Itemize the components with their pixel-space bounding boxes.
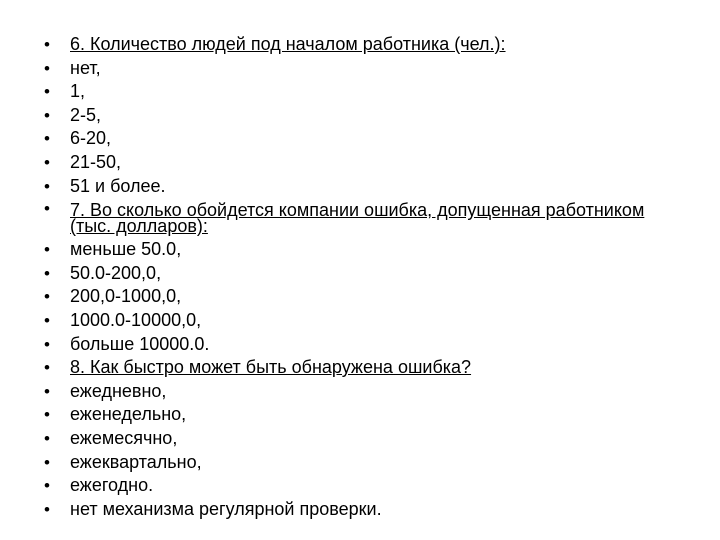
item-text: 51 и более.: [70, 175, 166, 196]
bullet-icon: •: [44, 358, 50, 378]
bullet-icon: •: [44, 263, 50, 283]
item-text: 1000.0-10000,0,: [70, 309, 202, 330]
answer-option: [44, 285, 664, 309]
answer-option: [44, 333, 664, 357]
question-8: [44, 356, 664, 380]
question-6: [44, 33, 664, 57]
answer-option: [44, 474, 664, 498]
bullet-icon: •: [44, 35, 50, 54]
item-text: 50.0-200,0,: [70, 262, 162, 283]
bullet-icon: •: [44, 499, 50, 519]
answer-option: [44, 498, 664, 522]
item-text: еженедельно,: [70, 404, 187, 425]
item-text: больше 10000.0.: [70, 333, 210, 354]
bullet-list: [44, 33, 664, 521]
answer-option: [44, 127, 664, 151]
bullet-icon: •: [44, 381, 50, 401]
item-text: 2-5,: [70, 104, 102, 125]
bullet-icon: •: [44, 405, 50, 425]
item-text: 21-50,: [70, 151, 122, 172]
answer-option: [44, 380, 664, 404]
item-text: 8. Как быстро может быть обнаружена ошибка?: [70, 357, 472, 378]
bullet-icon: •: [44, 82, 50, 102]
item-text: 200,0-1000,0,: [70, 286, 182, 307]
question-7: [44, 198, 664, 238]
answer-option: [44, 175, 664, 199]
bullet-icon: •: [44, 476, 50, 496]
item-text: нет механизма регулярной проверки.: [70, 498, 382, 519]
item-text: 6. Количество людей под началом работника (чел.):: [70, 34, 506, 54]
item-text: ежегодно.: [70, 475, 154, 496]
answer-option: [44, 80, 664, 104]
answer-option: [44, 262, 664, 286]
bullet-icon: •: [44, 452, 50, 472]
answer-option: [44, 57, 664, 81]
item-text: 7. Во сколько обойдется компании ошибка, допущенная работником (тыс. долларов):: [70, 200, 645, 237]
bullet-icon: •: [44, 152, 50, 172]
bullet-icon: •: [44, 176, 50, 196]
bullet-icon: •: [44, 310, 50, 330]
answer-option: [44, 238, 664, 262]
item-text: 6-20,: [70, 128, 112, 149]
item-text: меньше 50.0,: [70, 239, 182, 260]
bullet-icon: •: [44, 129, 50, 149]
answer-option: [44, 403, 664, 427]
item-text: 1,: [70, 81, 86, 102]
bullet-icon: •: [44, 287, 50, 307]
bullet-icon: •: [44, 105, 50, 125]
item-text: ежедневно,: [70, 380, 167, 401]
answer-option: [44, 309, 664, 333]
bullet-icon: •: [44, 240, 50, 260]
bullet-icon: •: [44, 428, 50, 448]
bullet-icon: •: [44, 58, 50, 78]
answer-option: [44, 427, 664, 451]
answer-option: [44, 151, 664, 175]
bullet-icon: •: [44, 334, 50, 354]
bullet-icon: •: [44, 199, 50, 219]
answer-option: [44, 104, 664, 128]
item-text: ежемесячно,: [70, 427, 178, 448]
answer-option: [44, 451, 664, 475]
item-text: ежеквартально,: [70, 451, 202, 472]
item-text: нет,: [70, 57, 101, 78]
